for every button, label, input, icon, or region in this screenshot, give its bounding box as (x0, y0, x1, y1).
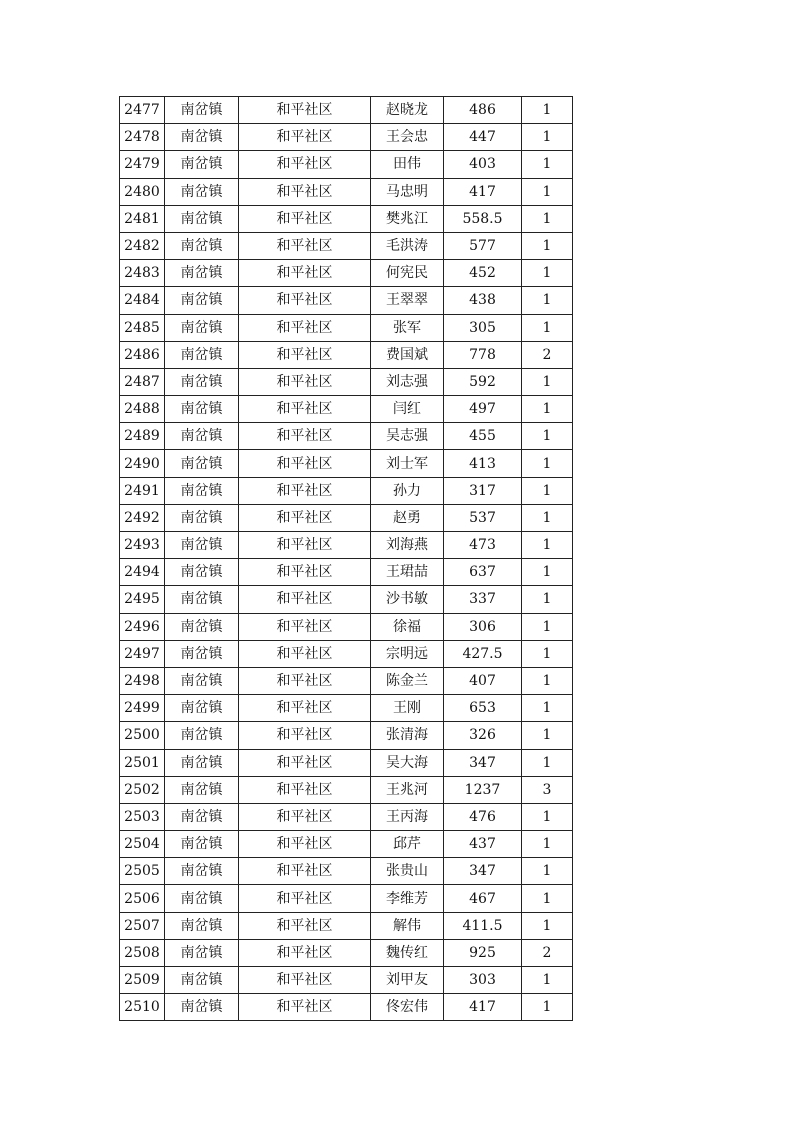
town-cell: 南岔镇 (165, 559, 239, 586)
row-number-cell: 2486 (120, 341, 165, 368)
count-cell: 1 (522, 885, 573, 912)
count-cell: 1 (522, 803, 573, 830)
name-cell: 吴大海 (371, 749, 444, 776)
table-row (120, 124, 573, 151)
name-cell: 王会忠 (371, 124, 444, 151)
amount-cell: 486 (444, 97, 522, 124)
name-cell: 刘士军 (371, 450, 444, 477)
count-cell: 1 (522, 151, 573, 178)
community-cell: 和平社区 (239, 178, 371, 205)
amount-cell: 467 (444, 885, 522, 912)
table-row (120, 939, 573, 966)
name-cell: 何宪民 (371, 260, 444, 287)
table-row (120, 504, 573, 531)
table-row (120, 776, 573, 803)
table-row (120, 613, 573, 640)
count-cell: 1 (522, 722, 573, 749)
name-cell: 赵晓龙 (371, 97, 444, 124)
table-row (120, 858, 573, 885)
name-cell: 孙力 (371, 477, 444, 504)
amount-cell: 347 (444, 749, 522, 776)
table-row (120, 287, 573, 314)
community-cell: 和平社区 (239, 695, 371, 722)
table-row (120, 368, 573, 395)
town-cell: 南岔镇 (165, 885, 239, 912)
name-cell: 邱芹 (371, 831, 444, 858)
name-cell: 王刚 (371, 695, 444, 722)
name-cell: 魏传红 (371, 939, 444, 966)
table-row (120, 722, 573, 749)
name-cell: 王兆河 (371, 776, 444, 803)
count-cell: 1 (522, 559, 573, 586)
community-cell: 和平社区 (239, 314, 371, 341)
table-row (120, 912, 573, 939)
table-row (120, 695, 573, 722)
count-cell: 2 (522, 939, 573, 966)
community-cell: 和平社区 (239, 640, 371, 667)
amount-cell: 1237 (444, 776, 522, 803)
count-cell: 1 (522, 232, 573, 259)
town-cell: 南岔镇 (165, 532, 239, 559)
count-cell: 1 (522, 314, 573, 341)
count-cell: 1 (522, 450, 573, 477)
row-number-cell: 2484 (120, 287, 165, 314)
row-number-cell: 2494 (120, 559, 165, 586)
town-cell: 南岔镇 (165, 314, 239, 341)
amount-cell: 497 (444, 396, 522, 423)
count-cell: 1 (522, 613, 573, 640)
amount-cell: 438 (444, 287, 522, 314)
row-number-cell: 2479 (120, 151, 165, 178)
name-cell: 费国斌 (371, 341, 444, 368)
town-cell: 南岔镇 (165, 178, 239, 205)
table-row (120, 341, 573, 368)
table-row (120, 667, 573, 694)
row-number-cell: 2500 (120, 722, 165, 749)
count-cell: 1 (522, 695, 573, 722)
amount-cell: 437 (444, 831, 522, 858)
table-row (120, 559, 573, 586)
name-cell: 刘海燕 (371, 532, 444, 559)
community-cell: 和平社区 (239, 559, 371, 586)
row-number-cell: 2503 (120, 803, 165, 830)
table-row (120, 205, 573, 232)
town-cell: 南岔镇 (165, 939, 239, 966)
row-number-cell: 2505 (120, 858, 165, 885)
community-cell: 和平社区 (239, 912, 371, 939)
count-cell: 1 (522, 532, 573, 559)
table-row (120, 151, 573, 178)
row-number-cell: 2489 (120, 423, 165, 450)
amount-cell: 303 (444, 967, 522, 994)
count-cell: 1 (522, 97, 573, 124)
amount-cell: 326 (444, 722, 522, 749)
town-cell: 南岔镇 (165, 97, 239, 124)
row-number-cell: 2495 (120, 586, 165, 613)
name-cell: 陈金兰 (371, 667, 444, 694)
town-cell: 南岔镇 (165, 586, 239, 613)
amount-cell: 537 (444, 504, 522, 531)
town-cell: 南岔镇 (165, 287, 239, 314)
row-number-cell: 2497 (120, 640, 165, 667)
row-number-cell: 2490 (120, 450, 165, 477)
community-cell: 和平社区 (239, 532, 371, 559)
town-cell: 南岔镇 (165, 450, 239, 477)
town-cell: 南岔镇 (165, 504, 239, 531)
row-number-cell: 2508 (120, 939, 165, 966)
community-cell: 和平社区 (239, 803, 371, 830)
amount-cell: 925 (444, 939, 522, 966)
community-cell: 和平社区 (239, 423, 371, 450)
town-cell: 南岔镇 (165, 396, 239, 423)
town-cell: 南岔镇 (165, 749, 239, 776)
town-cell: 南岔镇 (165, 776, 239, 803)
community-cell: 和平社区 (239, 885, 371, 912)
name-cell: 刘志强 (371, 368, 444, 395)
town-cell: 南岔镇 (165, 151, 239, 178)
table-row (120, 967, 573, 994)
community-cell: 和平社区 (239, 97, 371, 124)
town-cell: 南岔镇 (165, 613, 239, 640)
community-cell: 和平社区 (239, 749, 371, 776)
count-cell: 1 (522, 994, 573, 1021)
town-cell: 南岔镇 (165, 341, 239, 368)
amount-cell: 476 (444, 803, 522, 830)
table-row (120, 640, 573, 667)
table-row (120, 232, 573, 259)
amount-cell: 455 (444, 423, 522, 450)
count-cell: 1 (522, 858, 573, 885)
amount-cell: 413 (444, 450, 522, 477)
amount-cell: 317 (444, 477, 522, 504)
amount-cell: 347 (444, 858, 522, 885)
community-cell: 和平社区 (239, 396, 371, 423)
name-cell: 佟宏伟 (371, 994, 444, 1021)
amount-cell: 417 (444, 994, 522, 1021)
community-cell: 和平社区 (239, 124, 371, 151)
count-cell: 1 (522, 477, 573, 504)
town-cell: 南岔镇 (165, 803, 239, 830)
community-cell: 和平社区 (239, 613, 371, 640)
row-number-cell: 2485 (120, 314, 165, 341)
amount-cell: 558.5 (444, 205, 522, 232)
count-cell: 1 (522, 423, 573, 450)
name-cell: 沙书敏 (371, 586, 444, 613)
community-cell: 和平社区 (239, 260, 371, 287)
count-cell: 1 (522, 967, 573, 994)
row-number-cell: 2502 (120, 776, 165, 803)
amount-cell: 403 (444, 151, 522, 178)
table-row (120, 314, 573, 341)
row-number-cell: 2481 (120, 205, 165, 232)
town-cell: 南岔镇 (165, 232, 239, 259)
name-cell: 吴志强 (371, 423, 444, 450)
amount-cell: 653 (444, 695, 522, 722)
amount-cell: 473 (444, 532, 522, 559)
data-table (119, 96, 573, 1021)
row-number-cell: 2504 (120, 831, 165, 858)
name-cell: 王珺喆 (371, 559, 444, 586)
name-cell: 王丙海 (371, 803, 444, 830)
row-number-cell: 2491 (120, 477, 165, 504)
count-cell: 1 (522, 640, 573, 667)
count-cell: 1 (522, 368, 573, 395)
count-cell: 1 (522, 586, 573, 613)
community-cell: 和平社区 (239, 341, 371, 368)
community-cell: 和平社区 (239, 858, 371, 885)
name-cell: 张贵山 (371, 858, 444, 885)
count-cell: 1 (522, 831, 573, 858)
table-body (120, 97, 573, 1021)
name-cell: 张军 (371, 314, 444, 341)
town-cell: 南岔镇 (165, 260, 239, 287)
table-row (120, 885, 573, 912)
town-cell: 南岔镇 (165, 994, 239, 1021)
count-cell: 2 (522, 341, 573, 368)
town-cell: 南岔镇 (165, 477, 239, 504)
table-row (120, 831, 573, 858)
table-row (120, 477, 573, 504)
town-cell: 南岔镇 (165, 967, 239, 994)
table-row (120, 260, 573, 287)
town-cell: 南岔镇 (165, 722, 239, 749)
town-cell: 南岔镇 (165, 124, 239, 151)
amount-cell: 447 (444, 124, 522, 151)
count-cell: 1 (522, 260, 573, 287)
row-number-cell: 2496 (120, 613, 165, 640)
amount-cell: 337 (444, 586, 522, 613)
count-cell: 3 (522, 776, 573, 803)
community-cell: 和平社区 (239, 504, 371, 531)
row-number-cell: 2480 (120, 178, 165, 205)
table-row (120, 803, 573, 830)
table-row (120, 532, 573, 559)
table-row (120, 749, 573, 776)
count-cell: 1 (522, 287, 573, 314)
table-row (120, 586, 573, 613)
name-cell: 宗明远 (371, 640, 444, 667)
amount-cell: 407 (444, 667, 522, 694)
town-cell: 南岔镇 (165, 368, 239, 395)
town-cell: 南岔镇 (165, 205, 239, 232)
amount-cell: 427.5 (444, 640, 522, 667)
table-row (120, 178, 573, 205)
row-number-cell: 2501 (120, 749, 165, 776)
name-cell: 田伟 (371, 151, 444, 178)
community-cell: 和平社区 (239, 939, 371, 966)
name-cell: 马忠明 (371, 178, 444, 205)
row-number-cell: 2506 (120, 885, 165, 912)
row-number-cell: 2488 (120, 396, 165, 423)
community-cell: 和平社区 (239, 450, 371, 477)
community-cell: 和平社区 (239, 586, 371, 613)
amount-cell: 411.5 (444, 912, 522, 939)
count-cell: 1 (522, 178, 573, 205)
row-number-cell: 2510 (120, 994, 165, 1021)
row-number-cell: 2509 (120, 967, 165, 994)
amount-cell: 637 (444, 559, 522, 586)
amount-cell: 778 (444, 341, 522, 368)
town-cell: 南岔镇 (165, 667, 239, 694)
count-cell: 1 (522, 912, 573, 939)
town-cell: 南岔镇 (165, 695, 239, 722)
community-cell: 和平社区 (239, 967, 371, 994)
name-cell: 樊兆江 (371, 205, 444, 232)
town-cell: 南岔镇 (165, 423, 239, 450)
town-cell: 南岔镇 (165, 912, 239, 939)
row-number-cell: 2482 (120, 232, 165, 259)
table-row (120, 450, 573, 477)
row-number-cell: 2483 (120, 260, 165, 287)
count-cell: 1 (522, 396, 573, 423)
town-cell: 南岔镇 (165, 858, 239, 885)
name-cell: 王翠翠 (371, 287, 444, 314)
town-cell: 南岔镇 (165, 640, 239, 667)
amount-cell: 452 (444, 260, 522, 287)
amount-cell: 577 (444, 232, 522, 259)
community-cell: 和平社区 (239, 831, 371, 858)
community-cell: 和平社区 (239, 287, 371, 314)
table-row (120, 97, 573, 124)
community-cell: 和平社区 (239, 477, 371, 504)
row-number-cell: 2487 (120, 368, 165, 395)
name-cell: 解伟 (371, 912, 444, 939)
community-cell: 和平社区 (239, 994, 371, 1021)
town-cell: 南岔镇 (165, 831, 239, 858)
row-number-cell: 2478 (120, 124, 165, 151)
table-row (120, 396, 573, 423)
community-cell: 和平社区 (239, 232, 371, 259)
name-cell: 闫红 (371, 396, 444, 423)
name-cell: 赵勇 (371, 504, 444, 531)
row-number-cell: 2507 (120, 912, 165, 939)
row-number-cell: 2477 (120, 97, 165, 124)
name-cell: 张清海 (371, 722, 444, 749)
community-cell: 和平社区 (239, 667, 371, 694)
row-number-cell: 2493 (120, 532, 165, 559)
name-cell: 李维芳 (371, 885, 444, 912)
count-cell: 1 (522, 667, 573, 694)
count-cell: 1 (522, 205, 573, 232)
amount-cell: 305 (444, 314, 522, 341)
amount-cell: 417 (444, 178, 522, 205)
row-number-cell: 2499 (120, 695, 165, 722)
row-number-cell: 2498 (120, 667, 165, 694)
table-row (120, 994, 573, 1021)
community-cell: 和平社区 (239, 722, 371, 749)
community-cell: 和平社区 (239, 151, 371, 178)
count-cell: 1 (522, 749, 573, 776)
community-cell: 和平社区 (239, 776, 371, 803)
amount-cell: 592 (444, 368, 522, 395)
community-cell: 和平社区 (239, 368, 371, 395)
count-cell: 1 (522, 124, 573, 151)
amount-cell: 306 (444, 613, 522, 640)
name-cell: 徐福 (371, 613, 444, 640)
name-cell: 毛洪涛 (371, 232, 444, 259)
count-cell: 1 (522, 504, 573, 531)
table-row (120, 423, 573, 450)
community-cell: 和平社区 (239, 205, 371, 232)
row-number-cell: 2492 (120, 504, 165, 531)
name-cell: 刘甲友 (371, 967, 444, 994)
